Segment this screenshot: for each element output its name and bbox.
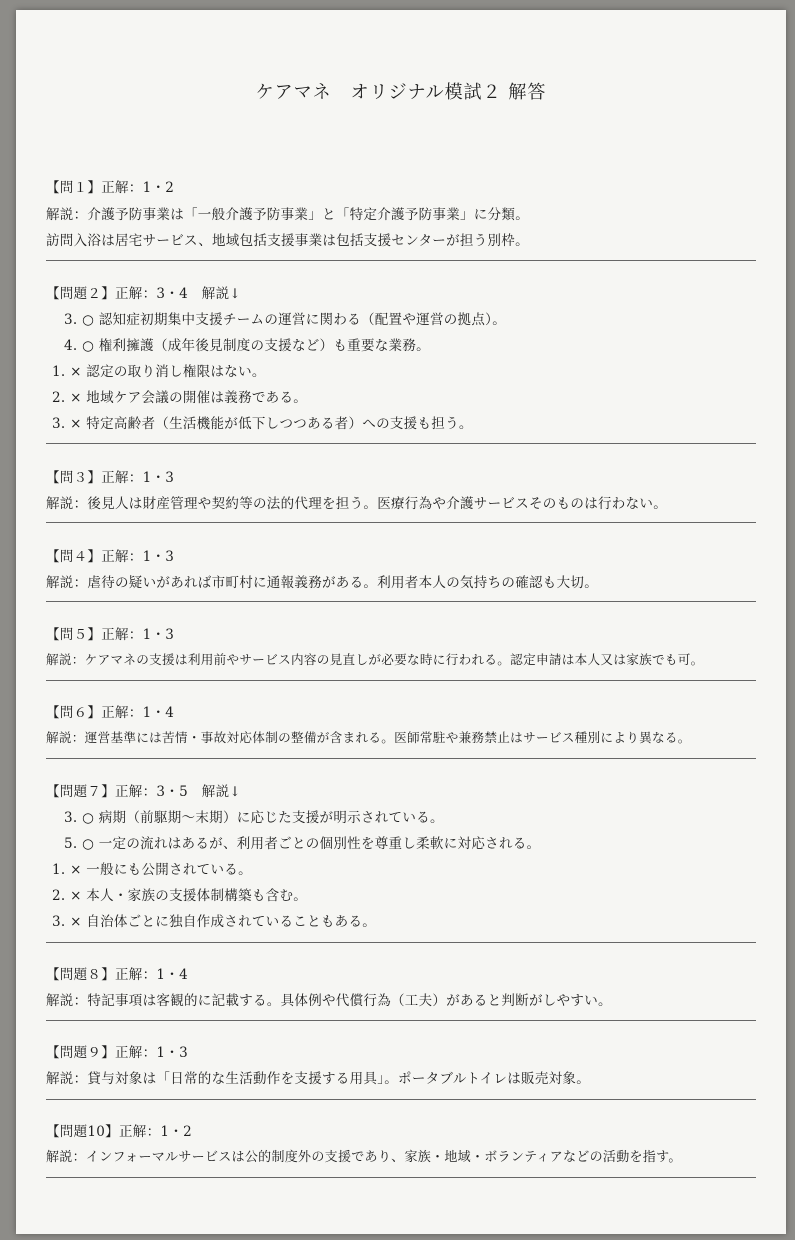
q5-header: 【問５】正解：1・3: [46, 627, 175, 643]
page-title: ケアマネ オリジナル模試２ 解答: [255, 82, 547, 103]
divider: [46, 443, 756, 444]
q2-item: 4. ○ 権利擁護（成年後見制度の支援など）も重要な業務。: [64, 338, 430, 354]
q3-header: 【問３】正解：1・3: [46, 470, 175, 486]
q3-explanation: 解説：後見人は財産管理や契約等の法的代理を担う。医療行為や介護サービスそのものは行わない。: [46, 496, 667, 512]
q2-item: 1. × 認定の取り消し権限はない。: [52, 364, 266, 380]
q5-explanation: 解説：ケアマネの支援は利用前やサービス内容の見直しが必要な時に行われる。認定申請は本人又は家族でも可。: [46, 652, 704, 667]
q7-item: 3. × 自治体ごとに独自作成されていることもある。: [52, 914, 377, 930]
answer-sheet: [16, 10, 786, 1234]
divider: [46, 260, 756, 261]
divider: [46, 1177, 756, 1178]
q2-header: 【問題２】正解：3・4 解説↓: [46, 286, 241, 302]
q6-explanation: 解説：運営基準には苦情・事故対応体制の整備が含まれる。医師常駐や兼務禁止はサービス種別により異なる。: [46, 730, 691, 745]
divider: [46, 601, 756, 602]
divider: [46, 758, 756, 759]
divider: [46, 942, 756, 943]
q8-header: 【問題８】正解：1・4: [46, 967, 188, 983]
q10-header: 【問題10】正解：1・2: [46, 1124, 192, 1140]
q2-item: 2. × 地域ケア会議の開催は義務である。: [52, 390, 308, 406]
q10-explanation: 解説：インフォーマルサービスは公的制度外の支援であり、家族・地域・ボランティアなどの活動を指す。: [46, 1150, 682, 1165]
divider: [46, 522, 756, 523]
q6-header: 【問６】正解：1・4: [46, 705, 175, 721]
q4-header: 【問４】正解：1・3: [46, 549, 175, 565]
q2-item: 3. × 特定高齢者（生活機能が低下しつつある者）への支援も担う。: [52, 416, 473, 432]
q1-explanation-1: 解説：介護予防事業は「一般介護予防事業」と「特定介護予防事業」に分類。: [46, 207, 529, 223]
q7-item: 3. ○ 病期（前駆期〜末期）に応じた支援が明示されている。: [64, 810, 444, 826]
q2-item: 3. ○ 認知症初期集中支援チームの運営に関わる（配置や運営の拠点）。: [64, 312, 506, 328]
divider: [46, 1099, 756, 1100]
q7-item: 2. × 本人・家族の支援体制構築も含む。: [52, 888, 308, 904]
q4-explanation: 解説：虐待の疑いがあれば市町村に通報義務がある。利用者本人の気持ちの確認も大切。: [46, 575, 598, 591]
divider: [46, 680, 756, 681]
q7-header: 【問題７】正解：3・5 解説↓: [46, 784, 241, 800]
q7-item: 1. × 一般にも公開されている。: [52, 862, 252, 878]
q1-explanation-2: 訪問入浴は居宅サービス、地域包括支援事業は包括支援センターが担う別枠。: [46, 233, 529, 249]
q9-header: 【問題９】正解：1・3: [46, 1045, 188, 1061]
q7-item: 5. ○ 一定の流れはあるが、利用者ごとの個別性を尊重し柔軟に対応される。: [64, 836, 541, 852]
q9-explanation: 解説：貸与対象は「日常的な生活動作を支援する用具」。ポータブルトイレは販売対象。: [46, 1071, 591, 1087]
q8-explanation: 解説：特記事項は客観的に記載する。具体例や代償行為（工夫）があると判断がしやすい。: [46, 993, 612, 1009]
q1-header: 【問１】正解：1・2: [46, 180, 175, 196]
divider: [46, 1020, 756, 1021]
